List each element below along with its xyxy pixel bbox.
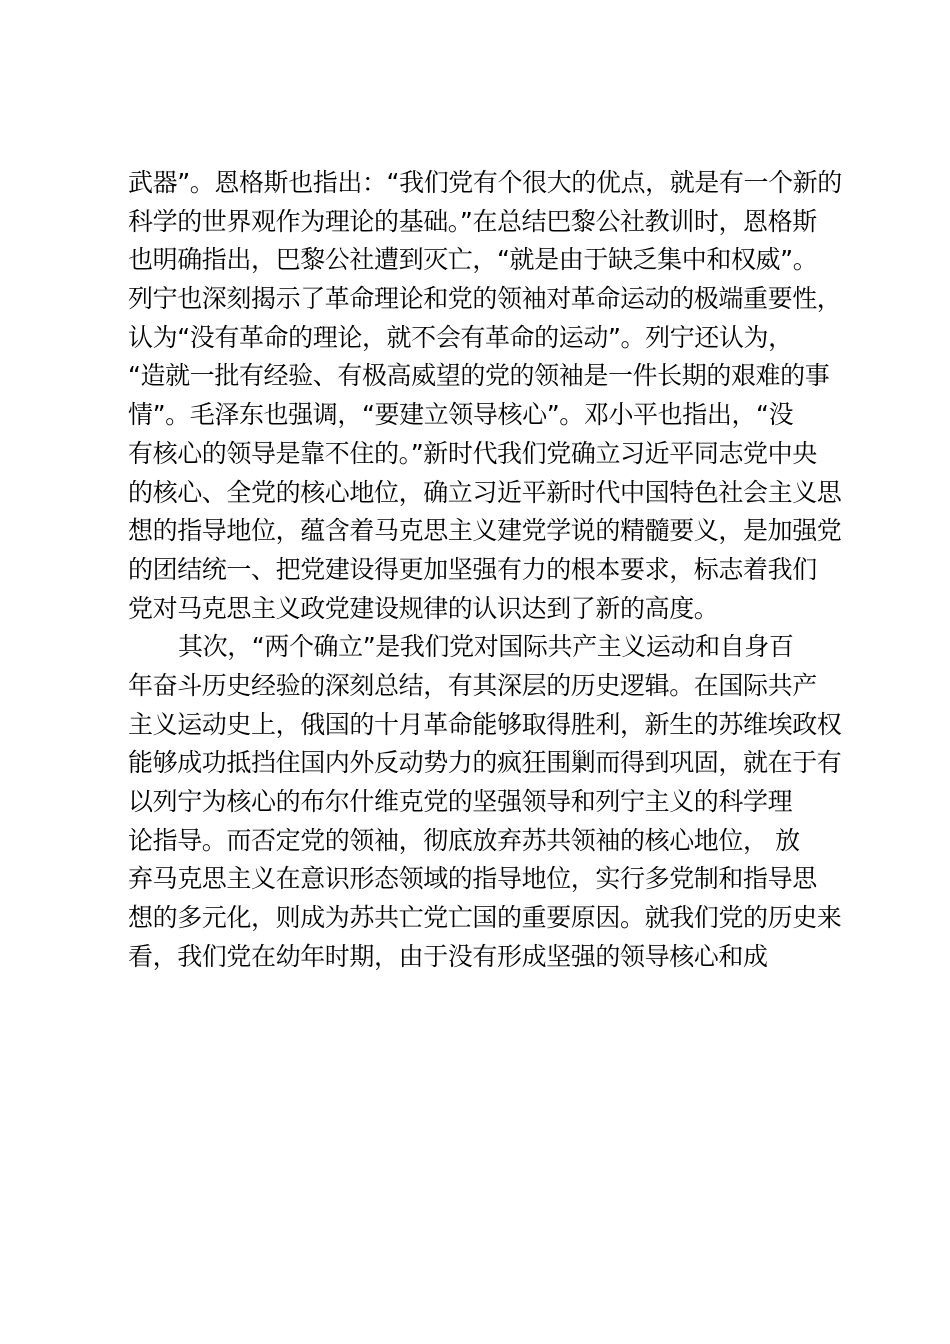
text-line: 也明确指出，巴黎公社遭到灭亡，“就是由于缺乏集中和权威”。 (128, 245, 818, 275)
text-line: 看，我们党在幼年时期，由于没有形成坚强的领导核心和成 (128, 941, 768, 971)
text-line: 主义运动史上，俄国的十月革命能够取得胜利，新生的苏维埃政权 (128, 709, 842, 739)
text-line: 年奋斗历史经验的深刻总结，有其深层的历史逻辑。在国际共产 (128, 670, 817, 700)
text-line: 有核心的领导是靠不住的。”新时代我们党确立习近平同志党中央 (128, 438, 817, 468)
text-line: 想的多元化，则成为苏共亡党亡国的重要原因。就我们党的历史来 (128, 903, 842, 933)
text-line: 论指导。而否定党的领袖，彻底放弃苏共领袖的核心地位， 放 (128, 825, 800, 855)
text-line: 的核心、全党的核心地位，确立习近平新时代中国特色社会主义思 (128, 477, 842, 507)
text-line: 科学的世界观作为理论的基础。”在总结巴黎公社教训时，恩格斯 (128, 206, 817, 236)
text-line: 以列宁为核心的布尔什维克党的坚强领导和列宁主义的科学理 (128, 787, 793, 816)
text-line: 弃马克思主义在意识形态领域的指导地位，实行多党制和指导思 (128, 864, 817, 894)
text-line: “造就一批有经验、有极高威望的党的领袖是一件长期的艰难的事 (128, 361, 830, 391)
text-line: 党对马克思主义政党建设规律的认识达到了新的高度。 (128, 593, 719, 623)
text-line: 想的指导地位，蕴含着马克思主义建党学说的精髓要义，是加强党 (128, 516, 842, 546)
paragraph-start-line: 其次，“两个确立”是我们党对国际共产主义运动和自身百 (178, 632, 794, 662)
text-line: 的团结统一、把党建设得更加坚强有力的根本要求，标志着我们 (128, 554, 817, 584)
body-text (128, 164, 850, 976)
text-line: 情”。毛泽东也强调，“要建立领导核心”。邓小平也指出，“没 (128, 400, 794, 430)
text-line: 认为“没有革命的理论，就不会有革命的运动”。列宁还认为， (128, 322, 793, 352)
text-line: 武器”。恩格斯也指出：“我们党有个很大的优点，就是有一个新的 (128, 168, 842, 197)
text-line: 列宁也深刻揭示了革命理论和党的领袖对革命运动的极端重要性， (128, 284, 842, 314)
text-line: 能够成功抵挡住国内外反动势力的疯狂围剿而得到巩固，就在于有 (128, 748, 842, 778)
